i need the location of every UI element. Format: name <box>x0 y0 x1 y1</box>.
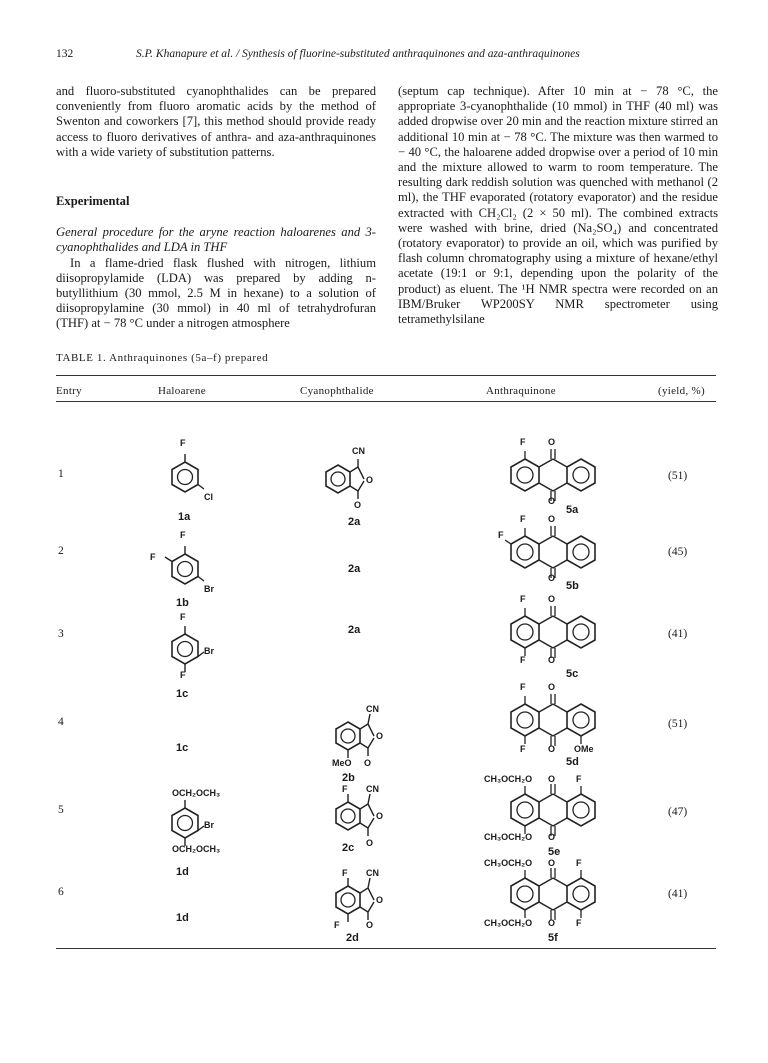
atom-label: F <box>180 530 186 540</box>
atom-label: F <box>180 438 186 448</box>
compound-label: 2b <box>342 772 355 784</box>
compound-label: 1d <box>176 912 189 924</box>
atom-label: O <box>366 838 374 848</box>
entry-number: 3 <box>58 628 64 640</box>
table-caption: TABLE 1. Anthraquinones (5a–f) prepared <box>56 352 269 364</box>
atom-label: F <box>576 918 582 928</box>
atom-label: F <box>520 682 526 692</box>
yield-value: (47) <box>668 806 688 818</box>
anthraquinone-structure <box>505 522 615 582</box>
compound-label: 1d <box>176 866 189 878</box>
compound-label: 2c <box>342 842 355 854</box>
subsection-heading: General procedure for the aryne reaction haloarenes and 3-cyanophthalides and LDA in THF <box>56 225 376 255</box>
body-paragraph: In a flame-dried flask flushed with nitrogen, lithium diisopropylamide (LDA) was prepared by adding n-butyllithium (30 mmol, 2.5 M in hexane) to a solution of diisopropylamine (30 mmol) in 40 ml of tetrahydrofuran (THF) at − 78 °C under a nitrogen atmosphere <box>56 255 376 331</box>
running-title: S.P. Khanapure et al. / Synthesis of fluorine-substituted anthraquinones and aza-anthraquinones <box>136 48 580 60</box>
entry-number: 4 <box>58 716 64 728</box>
entry-number: 2 <box>58 545 64 557</box>
atom-label: O <box>548 573 556 583</box>
column-header-cyanophthalide: Cyanophthalide <box>300 385 374 397</box>
haloarene-structure <box>160 450 210 500</box>
atom-label: CH₃OCH₂O <box>484 832 533 842</box>
atom-label: F <box>498 530 504 540</box>
yield-value: (45) <box>668 546 688 558</box>
atom-label: F <box>342 784 348 794</box>
atom-label: F <box>576 858 582 868</box>
atom-label: F <box>334 920 340 930</box>
column-header-yield: (yield, %) <box>658 385 705 397</box>
atom-label: CN <box>366 868 379 878</box>
atom-label: O <box>548 496 556 506</box>
atom-label: O <box>548 655 556 665</box>
atom-label: O <box>366 475 374 485</box>
yield-value: (41) <box>668 628 688 640</box>
atom-label: O <box>548 437 556 447</box>
atom-label: Br <box>204 646 215 656</box>
yield-value: (41) <box>668 888 688 900</box>
atom-label: O <box>376 895 384 905</box>
atom-label: CN <box>366 704 379 714</box>
atom-label: O <box>548 832 556 842</box>
compound-label: 1b <box>176 597 189 609</box>
atom-label: F <box>150 552 156 562</box>
atom-label: CH₃OCH₂O <box>484 918 533 928</box>
table-bottom-rule <box>56 948 716 949</box>
atom-label: Cl <box>204 492 213 502</box>
compound-label: 5f <box>548 932 558 944</box>
atom-label: F <box>520 655 526 665</box>
atom-label: Br <box>204 584 215 594</box>
atom-label: CH₃OCH₂O <box>484 774 533 784</box>
body-paragraph: (septum cap technique). After 10 min at − 78 °C, the appropriate 3-cyanophthalide (10 mmol) in THF (40 ml) was added dropwise over 20 min and the reaction mixture stirred an additional 10 min at − 78 °C. The mixture was then warmed to − 40 °C, the haloarene added dropwise over a period of 10 min and the mixture allowed to warm to room temperature. The resulting dark reddish solution was quenched with methanol (2 ml), the THF evaporated (rotatory evaporator) and the residue extracted with CH₂Cl₂ (2 × 50 ml). The combined extracts were washed with brine, dried (Na₂SO₄) and concentrated (rotatory evaporator) to provide an oil, which was purified by flash column chromatography using a mixture of hexane/ethyl acetate (19:1 or 9:1, depending upon the polarity of the product) as eluent. The ¹H NMR spectra were recorded on an IBM/Bruker WP200SY NMR spectrometer using tetramethylsilane <box>398 84 718 327</box>
atom-label: OCH₂OCH₃ <box>172 788 221 798</box>
haloarene-structure <box>160 622 210 674</box>
atom-label: Br <box>204 820 215 830</box>
section-heading: Experimental <box>56 194 130 209</box>
atom-label: OCH₂OCH₃ <box>172 844 221 854</box>
column-header-anthraquinone: Anthraquinone <box>486 385 556 397</box>
compound-label: 5b <box>566 580 579 592</box>
entry-number: 6 <box>58 886 64 898</box>
entry-number: 5 <box>58 804 64 816</box>
table-header-rule <box>56 401 716 402</box>
atom-label: O <box>376 811 384 821</box>
atom-label: F <box>520 514 526 524</box>
right-column <box>398 84 718 327</box>
compound-label: 5c <box>566 668 579 680</box>
atom-label: CH₃OCH₂O <box>484 858 533 868</box>
yield-value: (51) <box>668 470 688 482</box>
anthraquinone-structure <box>505 445 615 505</box>
atom-label: O <box>548 744 556 754</box>
atom-label: CN <box>352 446 365 456</box>
atom-label: F <box>180 670 186 680</box>
compound-label: 5a <box>566 504 579 516</box>
entry-number: 1 <box>58 468 64 480</box>
atom-label: MeO <box>332 758 352 768</box>
haloarene-structure <box>160 796 210 848</box>
atom-label: CN <box>366 784 379 794</box>
atom-label: F <box>180 612 186 622</box>
compound-label: 1c <box>176 688 189 700</box>
column-header-entry: Entry <box>56 385 82 397</box>
haloarene-structure <box>160 542 210 592</box>
compound-label: 2a <box>348 516 361 528</box>
yield-value: (51) <box>668 718 688 730</box>
atom-label: O <box>548 594 556 604</box>
atom-label: F <box>576 774 582 784</box>
atom-label: O <box>548 918 556 928</box>
atom-label: O <box>548 682 556 692</box>
atom-label: O <box>548 514 556 524</box>
atom-label: O <box>354 500 362 510</box>
left-column <box>56 84 376 332</box>
compound-label: 5e <box>548 846 561 858</box>
atom-label: O <box>548 858 556 868</box>
column-header-haloarene: Haloarene <box>158 385 206 397</box>
table-top-rule <box>56 375 716 376</box>
page-number: 132 <box>56 48 74 60</box>
atom-label: F <box>520 594 526 604</box>
atom-label: O <box>366 920 374 930</box>
atom-label: O <box>548 774 556 784</box>
compound-label: 2a <box>348 624 361 636</box>
compound-label: 2d <box>346 932 359 944</box>
compound-label: 5d <box>566 756 579 768</box>
compound-label: 2a <box>348 563 361 575</box>
compound-label: 1a <box>178 511 191 523</box>
compound-label: 1c <box>176 742 189 754</box>
atom-label: OMe <box>574 744 594 754</box>
body-paragraph: and fluoro-substituted cyanophthalides can be prepared conveniently from fluoro aromatic acids by the method of Swenton and coworkers [7], this method should provide ready access to fluoro derivatives of anthra- and aza-anthraquinones with a wide variety of substitution patterns. <box>56 84 376 159</box>
atom-label: F <box>520 437 526 447</box>
atom-label: O <box>364 758 372 768</box>
atom-label: F <box>342 868 348 878</box>
atom-label: O <box>376 731 384 741</box>
atom-label: F <box>520 744 526 754</box>
